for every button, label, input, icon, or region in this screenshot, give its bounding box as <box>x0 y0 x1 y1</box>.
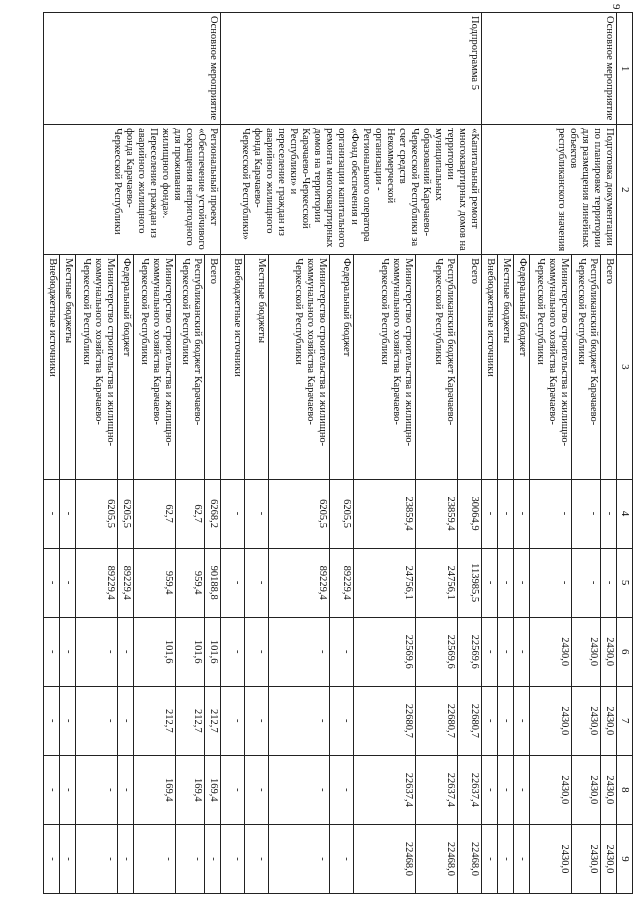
value-cell: - <box>498 686 514 755</box>
group-label: Подпрограмма 5 <box>221 13 482 125</box>
value-cell: 169,4 <box>134 755 176 824</box>
value-cell: - <box>118 755 134 824</box>
value-cell: 22680,7 <box>458 686 482 755</box>
funding-source: Республиканский бюджет Карачаево-Черкесской Республики <box>415 255 458 479</box>
value-cell: 89229,4 <box>268 548 330 617</box>
value-cell: - <box>498 617 514 686</box>
value-cell: - <box>134 824 176 893</box>
budget-table <box>43 12 633 894</box>
funding-source: Федеральный бюджет <box>514 255 530 479</box>
funding-source: Всего <box>601 255 617 479</box>
value-cell: 101,6 <box>176 617 205 686</box>
value-cell: - <box>221 479 245 548</box>
funding-source: Федеральный бюджет <box>118 255 134 479</box>
group-description: Подготовка документации по планировке территории для размещения линейных объектов республиканского значения <box>482 125 617 255</box>
header-cell: 5 <box>617 548 633 617</box>
value-cell: - <box>330 755 354 824</box>
value-cell: 24756,1 <box>415 548 458 617</box>
value-cell: 22637,4 <box>458 755 482 824</box>
value-cell: 101,6 <box>134 617 176 686</box>
header-cell: 9 <box>617 824 633 893</box>
value-cell: 169,4 <box>176 755 205 824</box>
value-cell: 6205,5 <box>268 479 330 548</box>
value-cell: - <box>514 617 530 686</box>
value-cell: - <box>498 824 514 893</box>
value-cell: - <box>244 548 268 617</box>
value-cell: - <box>76 686 118 755</box>
funding-source: Министерство строительства и жилищно-коммунального хозяйства Карачаево-Черкесской Республики <box>268 255 330 479</box>
table-row <box>458 13 482 894</box>
value-cell: - <box>514 548 530 617</box>
value-cell: - <box>330 824 354 893</box>
value-cell: 2430,0 <box>572 617 601 686</box>
value-cell: - <box>244 617 268 686</box>
value-cell: - <box>221 755 245 824</box>
value-cell: 101,6 <box>205 617 221 686</box>
header-cell: 6 <box>617 617 633 686</box>
value-cell: 2430,0 <box>572 755 601 824</box>
value-cell: 23859,4 <box>415 479 458 548</box>
value-cell: - <box>330 617 354 686</box>
value-cell: - <box>76 755 118 824</box>
value-cell: - <box>482 824 498 893</box>
value-cell: - <box>60 617 76 686</box>
value-cell: - <box>244 755 268 824</box>
header-cell: 1 <box>617 13 633 125</box>
funding-source: Всего <box>205 255 221 479</box>
value-cell: - <box>44 686 60 755</box>
rotated-page <box>43 12 633 894</box>
value-cell: - <box>601 479 617 548</box>
value-cell: - <box>60 479 76 548</box>
value-cell: 22468,0 <box>458 824 482 893</box>
value-cell: 212,7 <box>176 686 205 755</box>
value-cell: - <box>482 479 498 548</box>
value-cell: 2430,0 <box>601 824 617 893</box>
value-cell: - <box>601 548 617 617</box>
header-cell: 2 <box>617 125 633 255</box>
funding-source: Республиканский бюджет Карачаево-Черкесской Республики <box>176 255 205 479</box>
value-cell: - <box>514 824 530 893</box>
header-cell: 8 <box>617 755 633 824</box>
value-cell: - <box>60 686 76 755</box>
value-cell: - <box>498 755 514 824</box>
value-cell: - <box>530 479 572 548</box>
value-cell: - <box>44 479 60 548</box>
value-cell: - <box>482 755 498 824</box>
value-cell: 22569,6 <box>415 617 458 686</box>
value-cell: - <box>482 617 498 686</box>
value-cell: - <box>268 686 330 755</box>
value-cell: - <box>60 548 76 617</box>
value-cell: - <box>221 686 245 755</box>
value-cell: 2430,0 <box>530 824 572 893</box>
value-cell: 113985,5 <box>458 548 482 617</box>
value-cell: - <box>268 617 330 686</box>
value-cell: - <box>330 686 354 755</box>
value-cell: - <box>514 755 530 824</box>
value-cell: 2430,0 <box>530 617 572 686</box>
value-cell: 89229,4 <box>118 548 134 617</box>
value-cell: - <box>118 686 134 755</box>
funding-source: Министерство строительства и жилищно-коммунального хозяйства Карачаево-Черкесской Республики <box>76 255 118 479</box>
funding-source: Внебюджетные источники <box>44 255 60 479</box>
value-cell: - <box>530 548 572 617</box>
funding-source: Министерство строительства и жилищно-коммунального хозяйства Карачаево-Черкесской Республики <box>530 255 572 479</box>
header-cell: 3 <box>617 255 633 479</box>
value-cell: 89229,4 <box>330 548 354 617</box>
value-cell: 212,7 <box>205 686 221 755</box>
value-cell: 23859,4 <box>354 479 416 548</box>
value-cell: 6205,5 <box>118 479 134 548</box>
value-cell: - <box>221 824 245 893</box>
value-cell: - <box>482 548 498 617</box>
value-cell: 2430,0 <box>601 617 617 686</box>
value-cell: - <box>482 686 498 755</box>
value-cell: 169,4 <box>205 755 221 824</box>
value-cell: 2430,0 <box>601 686 617 755</box>
value-cell: 959,4 <box>134 548 176 617</box>
group-description: Региональный проект «Обеспечение устойчивого сокращения непригодного для проживания жилищного фонда». Переселение граждан из аварийного жилищного фонда Карачаево-Черкесской Республики <box>44 125 221 255</box>
value-cell: - <box>221 617 245 686</box>
value-cell: - <box>514 686 530 755</box>
funding-source: Всего <box>458 255 482 479</box>
value-cell: 22680,7 <box>354 686 416 755</box>
value-cell: 959,4 <box>176 548 205 617</box>
value-cell: 2430,0 <box>572 686 601 755</box>
value-cell: - <box>572 548 601 617</box>
value-cell: 22468,0 <box>415 824 458 893</box>
funding-source: Внебюджетные источники <box>221 255 245 479</box>
value-cell: 90188,8 <box>205 548 221 617</box>
table-row <box>205 13 221 894</box>
value-cell: 24756,1 <box>354 548 416 617</box>
table-body <box>44 13 617 894</box>
value-cell: - <box>76 824 118 893</box>
value-cell: 22637,4 <box>415 755 458 824</box>
page-number: 9 <box>610 4 622 10</box>
group-label: Основное мероприятие <box>482 13 617 125</box>
funding-source: Местные бюджеты <box>244 255 268 479</box>
funding-source: Федеральный бюджет <box>330 255 354 479</box>
value-cell: 2430,0 <box>530 755 572 824</box>
header-cell: 7 <box>617 686 633 755</box>
funding-source: Министерство строительства и жилищно-коммунального хозяйства Карачаево-Черкесской Республики <box>354 255 416 479</box>
value-cell: - <box>118 824 134 893</box>
value-cell: - <box>268 824 330 893</box>
funding-source: Местные бюджеты <box>498 255 514 479</box>
header-cell: 4 <box>617 479 633 548</box>
value-cell: - <box>514 479 530 548</box>
value-cell: 30064,9 <box>458 479 482 548</box>
value-cell: - <box>498 548 514 617</box>
value-cell: 22569,6 <box>458 617 482 686</box>
value-cell: - <box>572 479 601 548</box>
value-cell: 6205,5 <box>330 479 354 548</box>
value-cell: - <box>244 479 268 548</box>
value-cell: 22637,4 <box>354 755 416 824</box>
value-cell: - <box>60 755 76 824</box>
value-cell: - <box>205 824 221 893</box>
funding-source: Местные бюджеты <box>60 255 76 479</box>
value-cell: - <box>268 755 330 824</box>
value-cell: - <box>221 548 245 617</box>
value-cell: 6205,5 <box>76 479 118 548</box>
value-cell: 22468,0 <box>354 824 416 893</box>
value-cell: 62,7 <box>176 479 205 548</box>
funding-source: Министерство строительства и жилищно-коммунального хозяйства Карачаево-Черкесской Республики <box>134 255 176 479</box>
value-cell: 2430,0 <box>530 686 572 755</box>
value-cell: 212,7 <box>134 686 176 755</box>
value-cell: - <box>44 617 60 686</box>
funding-source: Республиканский бюджет Карачаево-Черкесской Республики <box>572 255 601 479</box>
value-cell: - <box>44 755 60 824</box>
group-description: «Капитальный ремонт многоквартирных домов на территории муниципальных образований Карачаево-Черкесской Республики за счет средств Некоммерческой организации - Регионального оператора «Фонд обеспечения и организации капитального ремонта многоквартирных домов на территории Карачаево-Черкесской Республики» и переселение граждан из аварийного жилищного фонда Карачаево-Черкесской Республики» <box>221 125 482 255</box>
value-cell: - <box>76 617 118 686</box>
funding-source: Внебюджетные источники <box>482 255 498 479</box>
value-cell: 2430,0 <box>572 824 601 893</box>
value-cell: - <box>118 617 134 686</box>
group-label: Основное мероприятие <box>44 13 221 125</box>
value-cell: - <box>60 824 76 893</box>
value-cell: - <box>498 479 514 548</box>
value-cell: - <box>44 824 60 893</box>
value-cell: - <box>176 824 205 893</box>
value-cell: 89229,4 <box>76 548 118 617</box>
value-cell: - <box>244 686 268 755</box>
value-cell: 2430,0 <box>601 755 617 824</box>
header-row <box>617 13 633 894</box>
value-cell: 22569,6 <box>354 617 416 686</box>
value-cell: 62,7 <box>134 479 176 548</box>
value-cell: 22680,7 <box>415 686 458 755</box>
value-cell: - <box>244 824 268 893</box>
table-row <box>601 13 617 894</box>
value-cell: 6268,2 <box>205 479 221 548</box>
value-cell: - <box>44 548 60 617</box>
